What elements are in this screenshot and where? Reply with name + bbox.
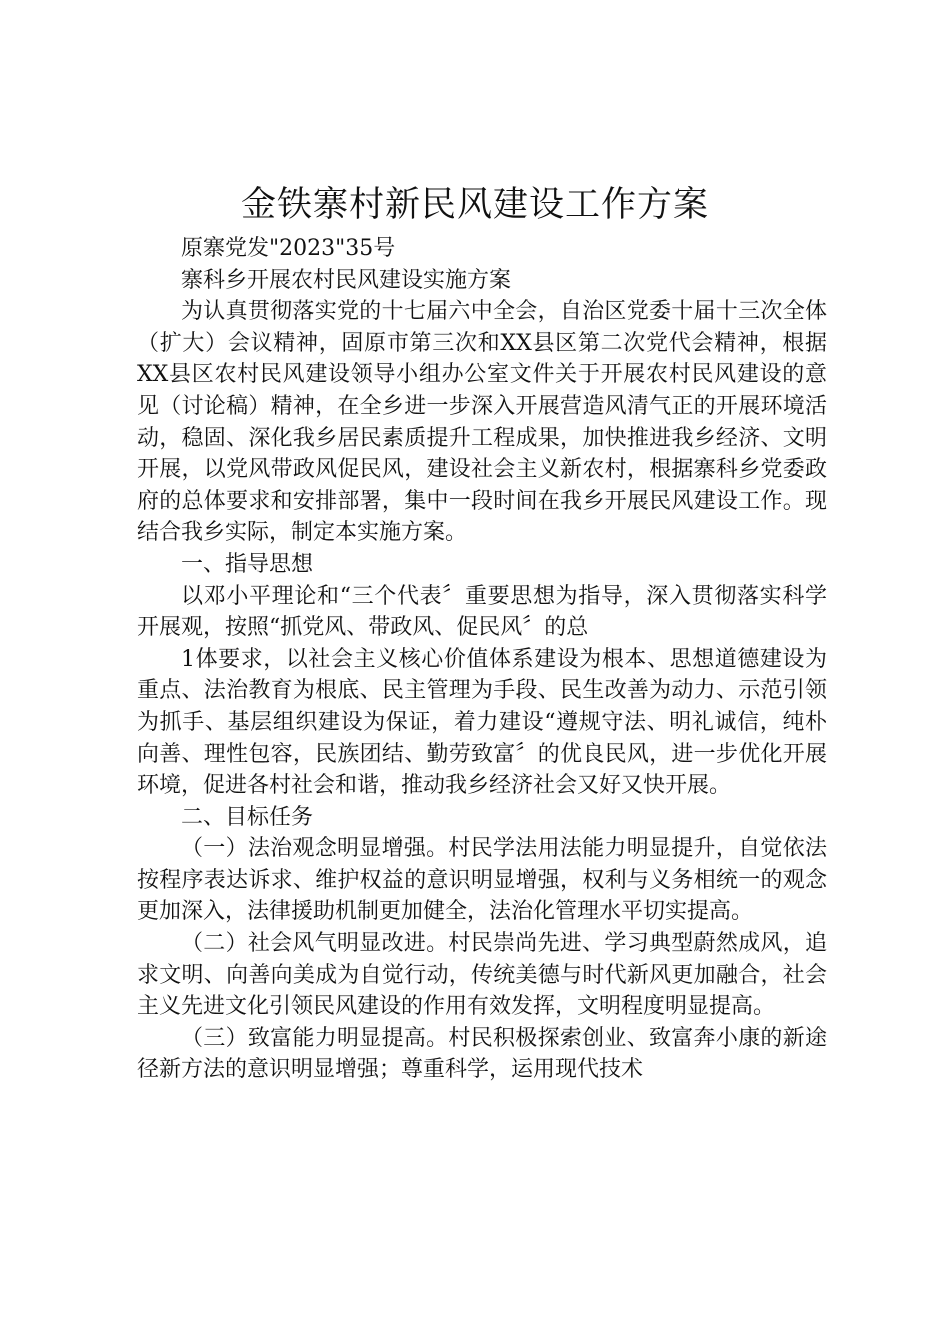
plan-subtitle: 寨科乡开展农村民风建设实施方案	[181, 267, 512, 293]
guiding-ideology-continuation: 1体要求，以社会主义核心价值体系建设为根本、思想道德建设为重点、法治教育为根底、民主管理为手段、民生改善为动力、示范引领为抓手、基层组织建设为保证，着力建设“遵规守法、明礼诚信，纯朴向善、理性包容，民族团结、勤劳致富〞的优良民风，进一步优化开展环境，促进各村社会和谐，推动我乡经济社会又好又快开展。	[137, 646, 827, 799]
goal-item-2: （二）社会风气明显改进。村民崇尚先进、学习典型蔚然成风，追求文明、向善向美成为自觉行动，传统美德与时代新风更加融合，社会主义先进文化引领民风建设的作用有效发挥，文明程度明显提高。	[137, 931, 827, 1020]
section-heading-guiding-ideology: 一、指导思想	[181, 551, 314, 577]
goal-item-3: （三）致富能力明显提高。村民积极探索创业、致富奔小康的新途径新方法的意识明显增强；尊重科学，运用现代技术	[137, 1025, 827, 1083]
goal-item-1: （一）法治观念明显增强。村民学法用法能力明显提升，自觉依法按程序表达诉求、维护权益的意识明显增强，权利与义务相统一的观念更加深入，法律援助机制更加健全，法治化管理水平切实提高。	[137, 836, 827, 925]
document-body	[137, 233, 827, 1086]
document-number: 原寨党发"2023"35号	[181, 236, 396, 261]
section-heading-goals: 二、目标任务	[181, 804, 314, 830]
intro-paragraph: 为认真贯彻落实党的十七届六中全会，自治区党委十届十三次全体（扩大）会议精神，固原市第三次和XX县区第二次党代会精神，根据XX县区农村民风建设领导小组办公室文件关于开展农村民风建设的意见（讨论稿）精神，在全乡进一步深入开展营造风清气正的开展环境活动，稳固、深化我乡居民素质提升工程成果，加快推进我乡经济、文明开展，以党风带政风促民风，建设社会主义新农村，根据寨科乡党委政府的总体要求和安排部署，集中一段时间在我乡开展民风建设工作。现结合我乡实际，制定本实施方案。	[137, 299, 827, 546]
guiding-ideology-paragraph: 以邓小平理论和“三个代表〞重要思想为指导，深入贯彻落实科学开展观，按照“抓党风、带政风、促民风〞的总	[137, 583, 827, 641]
document-title: 金铁寨村新民风建设工作方案	[240, 185, 709, 225]
